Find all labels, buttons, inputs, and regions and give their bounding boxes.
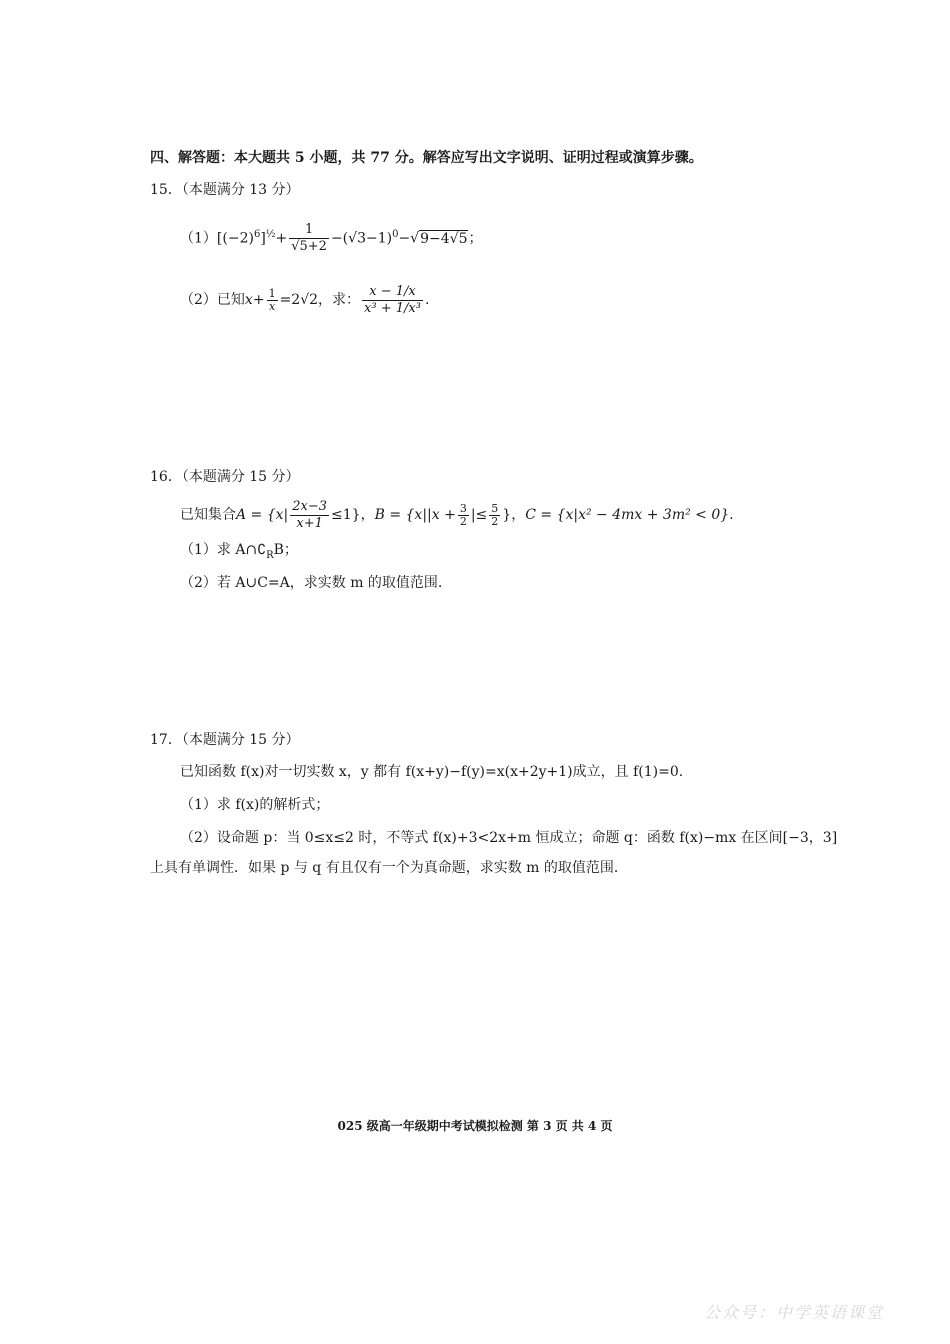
- q16-part1-sub: R: [266, 549, 274, 561]
- q16-header: 16．（本题满分 15 分）: [150, 469, 300, 485]
- q15-part1-exp0: 0: [392, 229, 399, 240]
- q16-setB-fraction1: [458, 503, 469, 528]
- q15-part2-end: .: [424, 292, 430, 308]
- section-heading: 四、解答题：本大题共 5 小题，共 77 分。解答应写出文字说明、证明过程或演算步骤。: [150, 150, 703, 166]
- q15-part2-ask: ，求：: [318, 292, 361, 308]
- q15-header: 15．（本题满分 13 分）: [150, 182, 300, 198]
- q15-part2-big-num: x − 1/x: [362, 284, 423, 301]
- q16-setA-fraction: [290, 499, 329, 532]
- q15-part1-frac-num: 1: [289, 222, 329, 239]
- q16-setB-num2: 5: [491, 501, 499, 515]
- q16-setA-suffix: ≤1}，: [331, 507, 375, 523]
- q16-setB-mid: |≤: [470, 507, 488, 523]
- q17-part1: （1）求 f(x)的解析式；: [180, 797, 330, 813]
- q15-part2: [180, 270, 429, 330]
- q15-part2-fraction: [267, 288, 278, 313]
- watermark: 公众号：中学英语课堂: [703, 1303, 884, 1322]
- q16-setB-fraction2: [489, 503, 500, 528]
- q16-setA-num: 2x−3: [292, 498, 328, 514]
- q15-part1-end: ；: [468, 230, 483, 247]
- q15-part1-exp-half: ½: [265, 229, 276, 240]
- q15-part2-equals: =2√2: [279, 292, 319, 308]
- q15-part1: [180, 215, 482, 255]
- q17-part2-line1: （2）设命题 p：当 0≤x≤2 时，不等式 f(x)+3<2x+m 恒成立；命题 q：函数 f(x)−mx 在区间[−3，3]: [180, 830, 838, 846]
- q16-setB-den1: 2: [459, 514, 467, 528]
- q16-part1-end: B；: [273, 542, 298, 558]
- q16-part1-text: （1）求 A∩∁: [180, 542, 267, 558]
- q15-part1-exp6: 6: [253, 229, 261, 240]
- q17-part2-line2: 上具有单调性．如果 p 与 q 有且仅有一个为真命题，求实数 m 的取值范围．: [150, 860, 628, 876]
- q15-part1-radicand: 9−4√5: [420, 230, 468, 247]
- q17-given: 已知函数 f(x)对一切实数 x，y 都有 f(x+y)−f(y)=x(x+2y+1)成立，且 f(1)=0.: [180, 764, 684, 780]
- q15-part1-fraction: [289, 222, 329, 255]
- q16-part1: [180, 540, 298, 566]
- q16-sets: [180, 495, 734, 535]
- q15-part1-root: −√: [398, 230, 420, 247]
- q16-setB-suffix: }，: [502, 507, 526, 523]
- q16-given: 已知集合: [180, 507, 236, 523]
- q16-setB-den2: 2: [491, 514, 499, 528]
- q15-part2-frac-den: x: [268, 299, 276, 313]
- q16-part2: （2）若 A∪C=A，求实数 m 的取值范围.: [180, 575, 443, 591]
- q16-setA-prefix: A = {x|: [236, 507, 289, 523]
- q16-setC: C = {x|x² − 4mx + 3m² < 0}.: [525, 507, 734, 523]
- q15-part1-label: （1）: [180, 230, 217, 247]
- q15-part1-bracket: [(−2): [216, 230, 254, 247]
- q16-setB-num1: 3: [459, 501, 467, 515]
- q17-header: 17．（本题满分 15 分）: [150, 732, 300, 748]
- q15-part2-x: x: [244, 292, 253, 308]
- q15-part1-plus: +: [275, 230, 288, 247]
- q15-part1-zero-power: −(√3−1): [330, 230, 393, 247]
- q15-part1-frac-den: √5+2: [291, 239, 327, 255]
- q15-part1-bracket-close: ]: [260, 230, 266, 247]
- q16-setB-prefix: B = {x||x +: [374, 507, 456, 523]
- q16-setA-den: x+1: [296, 515, 323, 531]
- q15-part2-frac-num: 1: [268, 286, 276, 300]
- q15-part2-big-den: x³ + 1/x³: [364, 300, 421, 316]
- q15-part2-big-fraction: [362, 284, 423, 317]
- q15-part2-plus: +: [252, 292, 265, 308]
- page-footer: 025 级高一年级期中考试模拟检测 第 3 页 共 4 页: [337, 1119, 613, 1133]
- q15-part2-label: （2）已知: [180, 292, 245, 308]
